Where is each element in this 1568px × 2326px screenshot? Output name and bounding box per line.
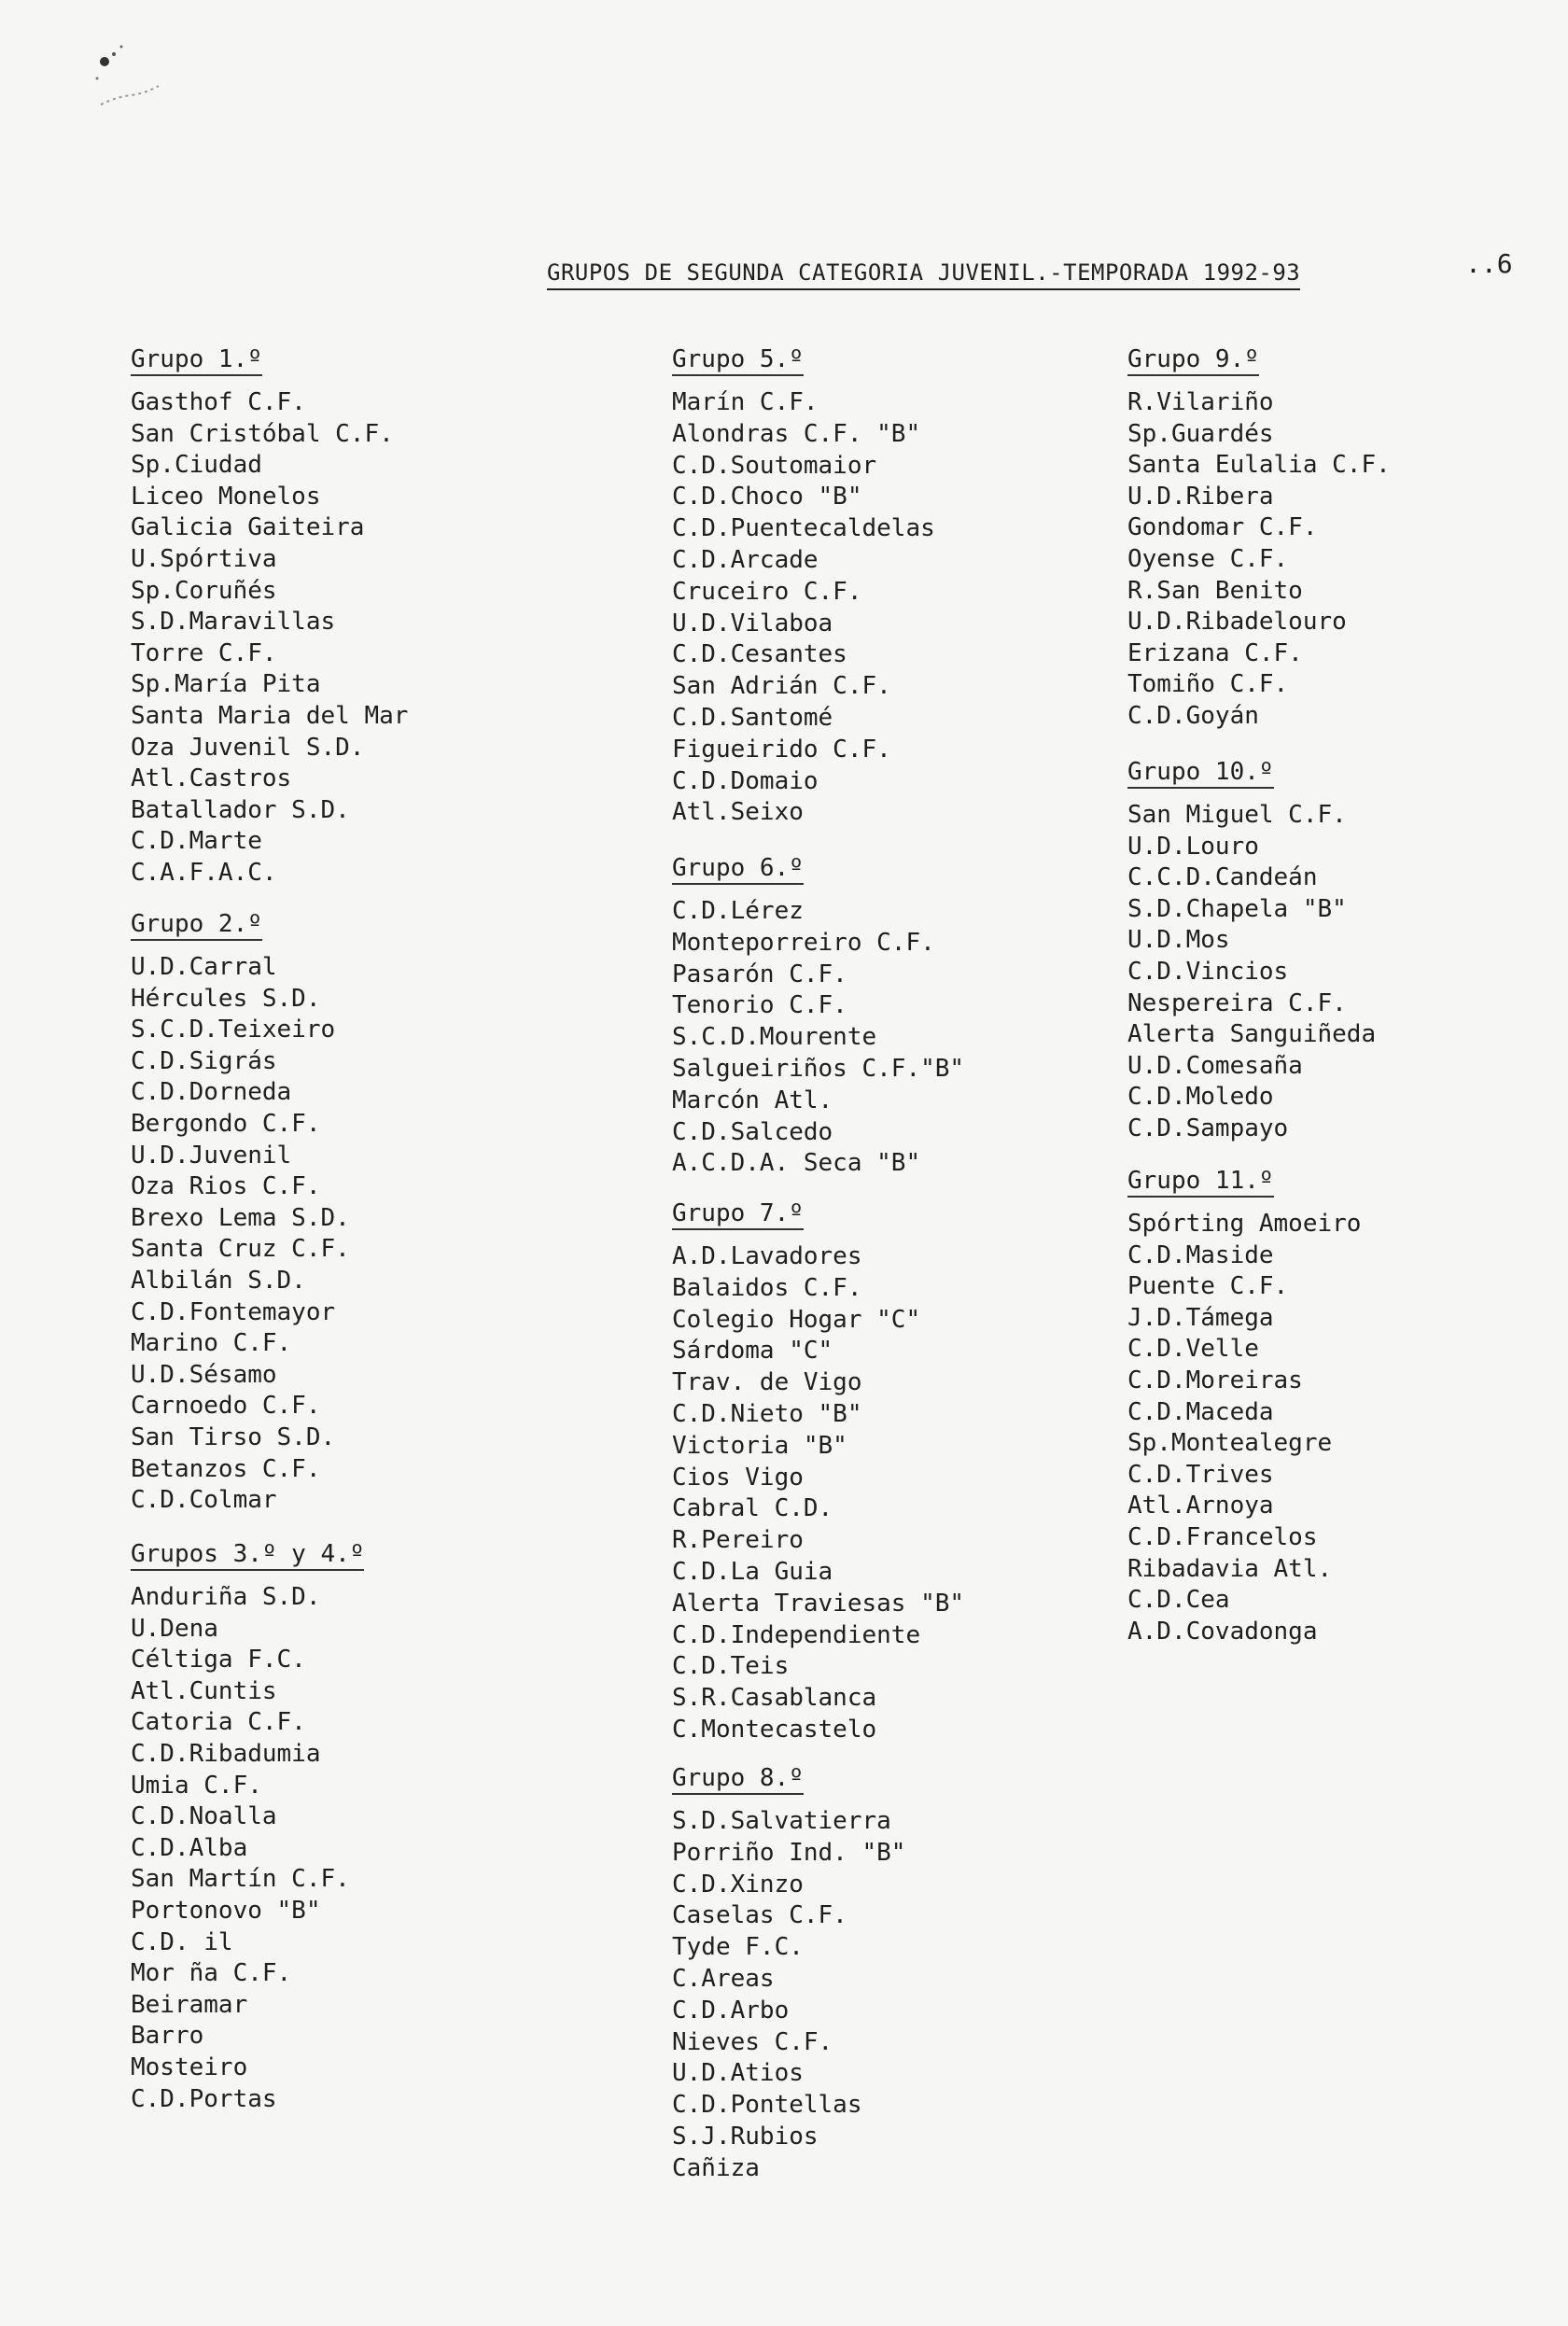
team-name: Atl.Cuntis [131,1676,277,1705]
team-name: U.D.Vilaboa [672,609,833,638]
team-name: C.D.Choco "B" [672,483,862,511]
team-name: Barro [131,2022,204,2051]
team-name: C.D.Moreiras [1127,1366,1303,1394]
team-name: Liceo Monelos [131,482,321,511]
team-name: Galicia Gaiteira [131,513,365,542]
team-name: Carnoedo C.F. [131,1392,321,1421]
team-name: Sp.Montealegre [1127,1429,1333,1458]
team-name: C.D.Arcade [672,546,819,574]
team-name: Santa Maria del Mar [131,702,409,730]
team-name: Céltiga F.C. [131,1646,306,1674]
team-name: Atl.Arnoya [1127,1492,1274,1520]
team-name: C.D.Arbo [672,1996,790,2025]
group-title: Grupo 11.º [1127,1167,1274,1198]
team-name: Colegio Hogar "C" [672,1305,921,1334]
team-name: C.D.Cea [1127,1586,1230,1615]
team-name: C.D.Puentecaldelas [672,514,935,543]
group-title: Grupo 7.º [672,1199,804,1230]
team-name: Cabral C.D. [672,1494,833,1523]
team-name: Puente C.F. [1127,1272,1289,1301]
team-name: Santa Cruz C.F. [131,1235,350,1264]
team-name: Balaidos C.F. [672,1273,862,1302]
group-title: Grupo 6.º [672,854,804,885]
team-name: San Martín C.F. [131,1865,350,1894]
team-name: U.Spórtiva [131,545,277,573]
group-title: Grupo 5.º [672,345,804,376]
team-name: Oyense C.F. [1127,545,1289,573]
team-name: Anduriña S.D. [131,1583,321,1611]
group-title: Grupo 10.º [1127,758,1274,789]
team-name: A.D.Covadonga [1127,1617,1318,1646]
team-name: Ribadavia Atl. [1127,1554,1333,1583]
team-name: U.D.Sésamo [131,1360,277,1389]
page-number: ..6 [1465,248,1513,279]
team-name: Trav. de Vigo [672,1368,862,1397]
team-name: Marín C.F. [672,388,819,416]
team-name: U.D.Ribadelouro [1127,608,1347,637]
team-name: C.D.Lérez [672,897,804,925]
team-name: S.C.D.Mourente [672,1023,877,1052]
team-name: Salgueiriños C.F."B" [672,1055,965,1083]
team-name: U.D.Comesaña [1127,1051,1303,1080]
team-name: Mor ña C.F. [131,1959,292,1988]
team-name: C.D.Maceda [1127,1397,1274,1426]
team-name: Nieves C.F. [672,2027,833,2056]
team-name: Erizana C.F. [1127,638,1303,667]
team-name: Tyde F.C. [672,1933,804,1962]
team-name: R.San Benito [1127,576,1303,605]
team-name: C.D.Domaio [672,766,819,795]
group-title: Grupo 8.º [672,1764,804,1795]
team-name: Cañiza [672,2153,760,2182]
team-name: Porriño Ind. "B" [672,1838,906,1867]
team-name: Batallador S.D. [131,795,350,824]
team-name: C.D.Velle [1127,1335,1259,1364]
team-name: San Cristóbal C.F. [131,419,394,448]
group-title: Grupo 2.º [131,910,262,941]
team-name: Atl.Seixo [672,798,804,827]
team-name: San Adrián C.F. [672,672,891,701]
team-name: C.D.Xinzo [672,1870,804,1899]
team-name: Tomiño C.F. [1127,670,1289,699]
team-name: C.D.Sigrás [131,1046,277,1075]
team-name: Portonovo "B" [131,1897,321,1925]
team-name: C.D.Dorneda [131,1078,292,1107]
ink-smudge-mark [93,41,168,125]
team-name: San Miguel C.F. [1127,801,1347,829]
team-name: Oza Rios C.F. [131,1172,321,1201]
team-name: S.R.Casablanca [672,1684,877,1713]
team-name: C.D.Maside [1127,1240,1274,1269]
team-name: Mosteiro [131,2053,248,2081]
team-name: C.D.Francelos [1127,1523,1318,1551]
team-name: C.C.D.Candeán [1127,863,1318,892]
team-name: U.D.Carral [131,953,277,981]
team-name: San Tirso S.D. [131,1423,336,1451]
team-name: S.J.Rubios [672,2123,819,2151]
team-name: C.D.Moledo [1127,1083,1274,1112]
team-name: S.C.D.Teixeiro [131,1016,336,1044]
team-name: U.D.Ribera [1127,482,1274,511]
team-name: Sárdoma "C" [672,1337,833,1366]
team-name: C.Areas [672,1965,775,1993]
team-name: Beiramar [131,1990,248,2019]
team-name: Gasthof C.F. [131,388,306,416]
team-name: S.D.Maravillas [131,608,336,637]
team-name: C.D.Marte [131,827,262,856]
team-name: R.Vilariño [1127,388,1274,416]
team-name: Spórting Amoeiro [1127,1210,1362,1238]
team-name: C.D.Cesantes [672,640,847,669]
team-name: Sp.María Pita [131,670,321,699]
team-name: Sp.Ciudad [131,451,262,480]
team-name: U.D.Juvenil [131,1141,292,1170]
document-title: GRUPOS DE SEGUNDA CATEGORIA JUVENIL.-TEMPORADA 1992-93 [547,259,1300,290]
team-name: Oza Juvenil S.D. [131,733,365,762]
team-name: S.D.Salvatierra [672,1807,891,1835]
team-name: U.D.Mos [1127,926,1230,955]
group-title: Grupo 9.º [1127,345,1259,376]
team-name: Gondomar C.F. [1127,513,1318,542]
team-name: C.D.Noalla [131,1802,277,1831]
team-name: Torre C.F. [131,638,277,667]
team-name: C.D.Alba [131,1833,248,1862]
team-name: C.D.Santomé [672,704,833,732]
team-name: Sp.Guardés [1127,419,1274,448]
team-name: A.D.Lavadores [672,1242,862,1270]
team-name: C.D.Soutomaior [672,451,877,480]
group-title: Grupos 3.º y 4.º [131,1540,364,1571]
team-name: Albilán S.D. [131,1267,306,1295]
team-name: C.D.Sampayo [1127,1114,1289,1142]
team-name: A.C.D.A. Seca "B" [672,1149,921,1178]
team-name: Pasarón C.F. [672,960,847,988]
team-name: Brexo Lema S.D. [131,1203,350,1232]
team-name: C.D.Colmar [131,1486,277,1515]
team-name: Alerta Sanguiñeda [1127,1020,1377,1049]
team-name: C.D.Vincios [1127,958,1289,986]
team-name: C.D.Salcedo [672,1117,833,1146]
group-title: Grupo 1.º [131,345,262,376]
team-name: C.A.F.A.C. [131,859,277,887]
team-name: Figueirido C.F. [672,735,891,764]
team-name: U.D.Atios [672,2059,804,2088]
team-name: C.D.Portas [131,2084,277,2113]
team-name: R.Pereiro [672,1526,804,1555]
team-name: Cios Vigo [672,1463,804,1492]
team-name: Atl.Castros [131,764,292,793]
team-name: Bergondo C.F. [131,1110,321,1138]
team-name: C.D. il [131,1927,233,1956]
team-name: Tenorio C.F. [672,991,847,1020]
team-name: C.D.Pontellas [672,2091,862,2120]
team-name: Sp.Coruñés [131,576,277,605]
team-name: C.D.Independiente [672,1620,921,1649]
team-name: U.Dena [131,1614,218,1643]
team-name: Alondras C.F. "B" [672,419,921,448]
team-name: Cruceiro C.F. [672,577,862,606]
team-name: C.D.La Guia [672,1558,833,1586]
team-name: Santa Eulalia C.F. [1127,451,1391,480]
team-name: C.D.Trives [1127,1460,1274,1489]
team-name: C.D.Fontemayor [131,1297,336,1326]
team-name: Hércules S.D. [131,984,321,1013]
team-name: C.D.Ribadumia [131,1740,321,1768]
team-name: C.D.Nieto "B" [672,1400,862,1428]
team-name: Monteporreiro C.F. [672,928,935,957]
team-name: C.D.Teis [672,1652,790,1681]
team-name: Victoria "B" [672,1431,847,1460]
team-name: Caselas C.F. [672,1901,847,1930]
team-name: Marino C.F. [131,1329,292,1358]
team-name: Alerta Traviesas "B" [672,1589,965,1618]
team-name: C.D.Goyán [1127,702,1259,730]
team-name: U.D.Louro [1127,832,1259,861]
team-name: Nespereira C.F. [1127,988,1347,1017]
team-name: Betanzos C.F. [131,1454,321,1483]
team-name: Umia C.F. [131,1771,262,1800]
team-name: Catoria C.F. [131,1708,306,1737]
team-name: J.D.Támega [1127,1303,1274,1332]
team-name: S.D.Chapela "B" [1127,894,1347,923]
team-name: C.Montecastelo [672,1716,877,1744]
team-name: Marcón Atl. [672,1086,833,1114]
